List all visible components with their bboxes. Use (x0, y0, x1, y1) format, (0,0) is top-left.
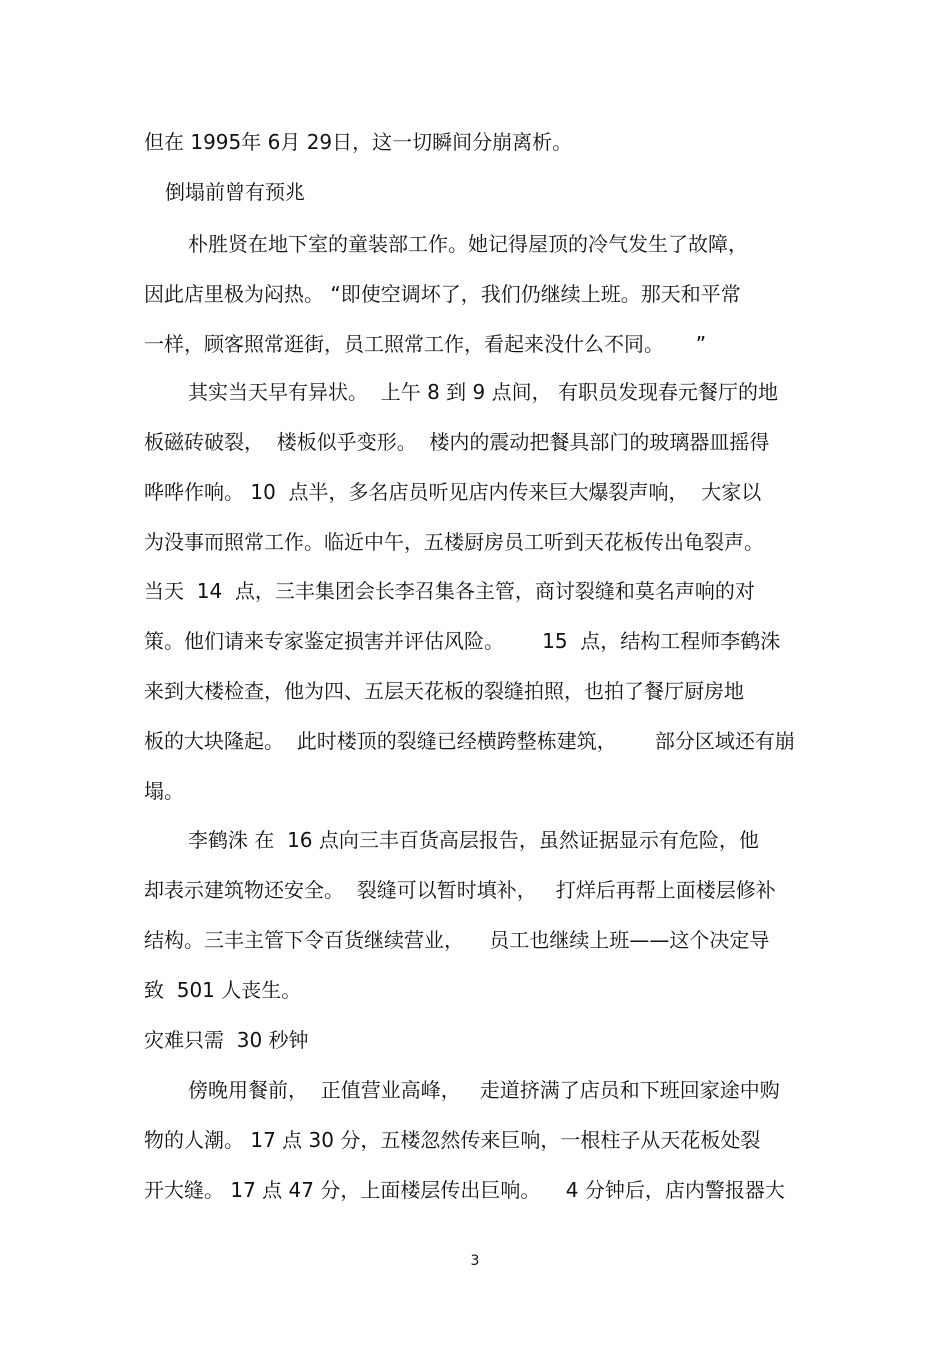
text-line: 为没事而照常工作。临近中午，五楼厨房员工听到天花板传出龟裂声。 (144, 530, 764, 554)
text-line: 开大缝。 17 点 47 分，上面楼层传出巨响。 4 分钟后，店内警报器大 (144, 1178, 785, 1202)
text-line: 但在 1995年 6月 29日，这一切瞬间分崩离析。 (144, 130, 573, 154)
text-line: 因此店里极为闷热。 “即使空调坏了，我们仍继续上班。那天和平常 (144, 282, 741, 306)
text-line: 其实当天早有异状。 上午 8 到 9 点间， 有职员发现春元餐厅的地 (188, 380, 778, 404)
text-line: 致 501 人丧生。 (144, 978, 302, 1002)
text-line: 李鹤洙 在 16 点向三丰百货高层报告，虽然证据显示有危险，他 (188, 828, 759, 852)
text-line: 一样，顾客照常逛街，员工照常工作，看起来没什么不同。 ” (144, 332, 707, 356)
text-line: 策。他们请来专家鉴定损害并评估风险。 15 点，结构工程师李鹤洙 (144, 629, 781, 653)
text-line: 结构。三丰主管下令百货继续营业， 员工也继续上班——这个决定导 (144, 928, 770, 952)
text-line: 来到大楼检查，他为四、五层天花板的裂缝拍照，也拍了餐厅厨房地 (144, 679, 744, 703)
section-heading: 倒塌前曾有预兆 (165, 180, 305, 204)
text-line: 塌。 (144, 779, 184, 803)
text-line: 板的大块隆起。 此时楼顶的裂缝已经横跨整栋建筑， 部分区域还有崩 (144, 729, 795, 753)
page-number: 3 (470, 1253, 480, 1269)
text-line: 却表示建筑物还安全。 裂缝可以暂时填补， 打烊后再帮上面楼层修补 (144, 878, 776, 902)
text-line: 当天 14 点，三丰集团会长李召集各主管，商讨裂缝和莫名声响的对 (144, 579, 755, 603)
text-line: 物的人潮。 17 点 30 分，五楼忽然传来巨响，一根柱子从天花板处裂 (144, 1128, 761, 1152)
text-line: 哗哗作响。 10 点半，多名店员听见店内传来巨大爆裂声响， 大家以 (144, 480, 762, 504)
text-line: 傍晚用餐前， 正值营业高峰， 走道挤满了店员和下班回家途中购 (188, 1078, 780, 1102)
text-line: 朴胜贤在地下室的童装部工作。她记得屋顶的冷气发生了故障， (188, 232, 748, 256)
section-heading: 灾难只需 30 秒钟 (144, 1028, 309, 1052)
text-line: 板磁砖破裂， 楼板似乎变形。 楼内的震动把餐具部门的玻璃器皿摇得 (144, 430, 770, 454)
